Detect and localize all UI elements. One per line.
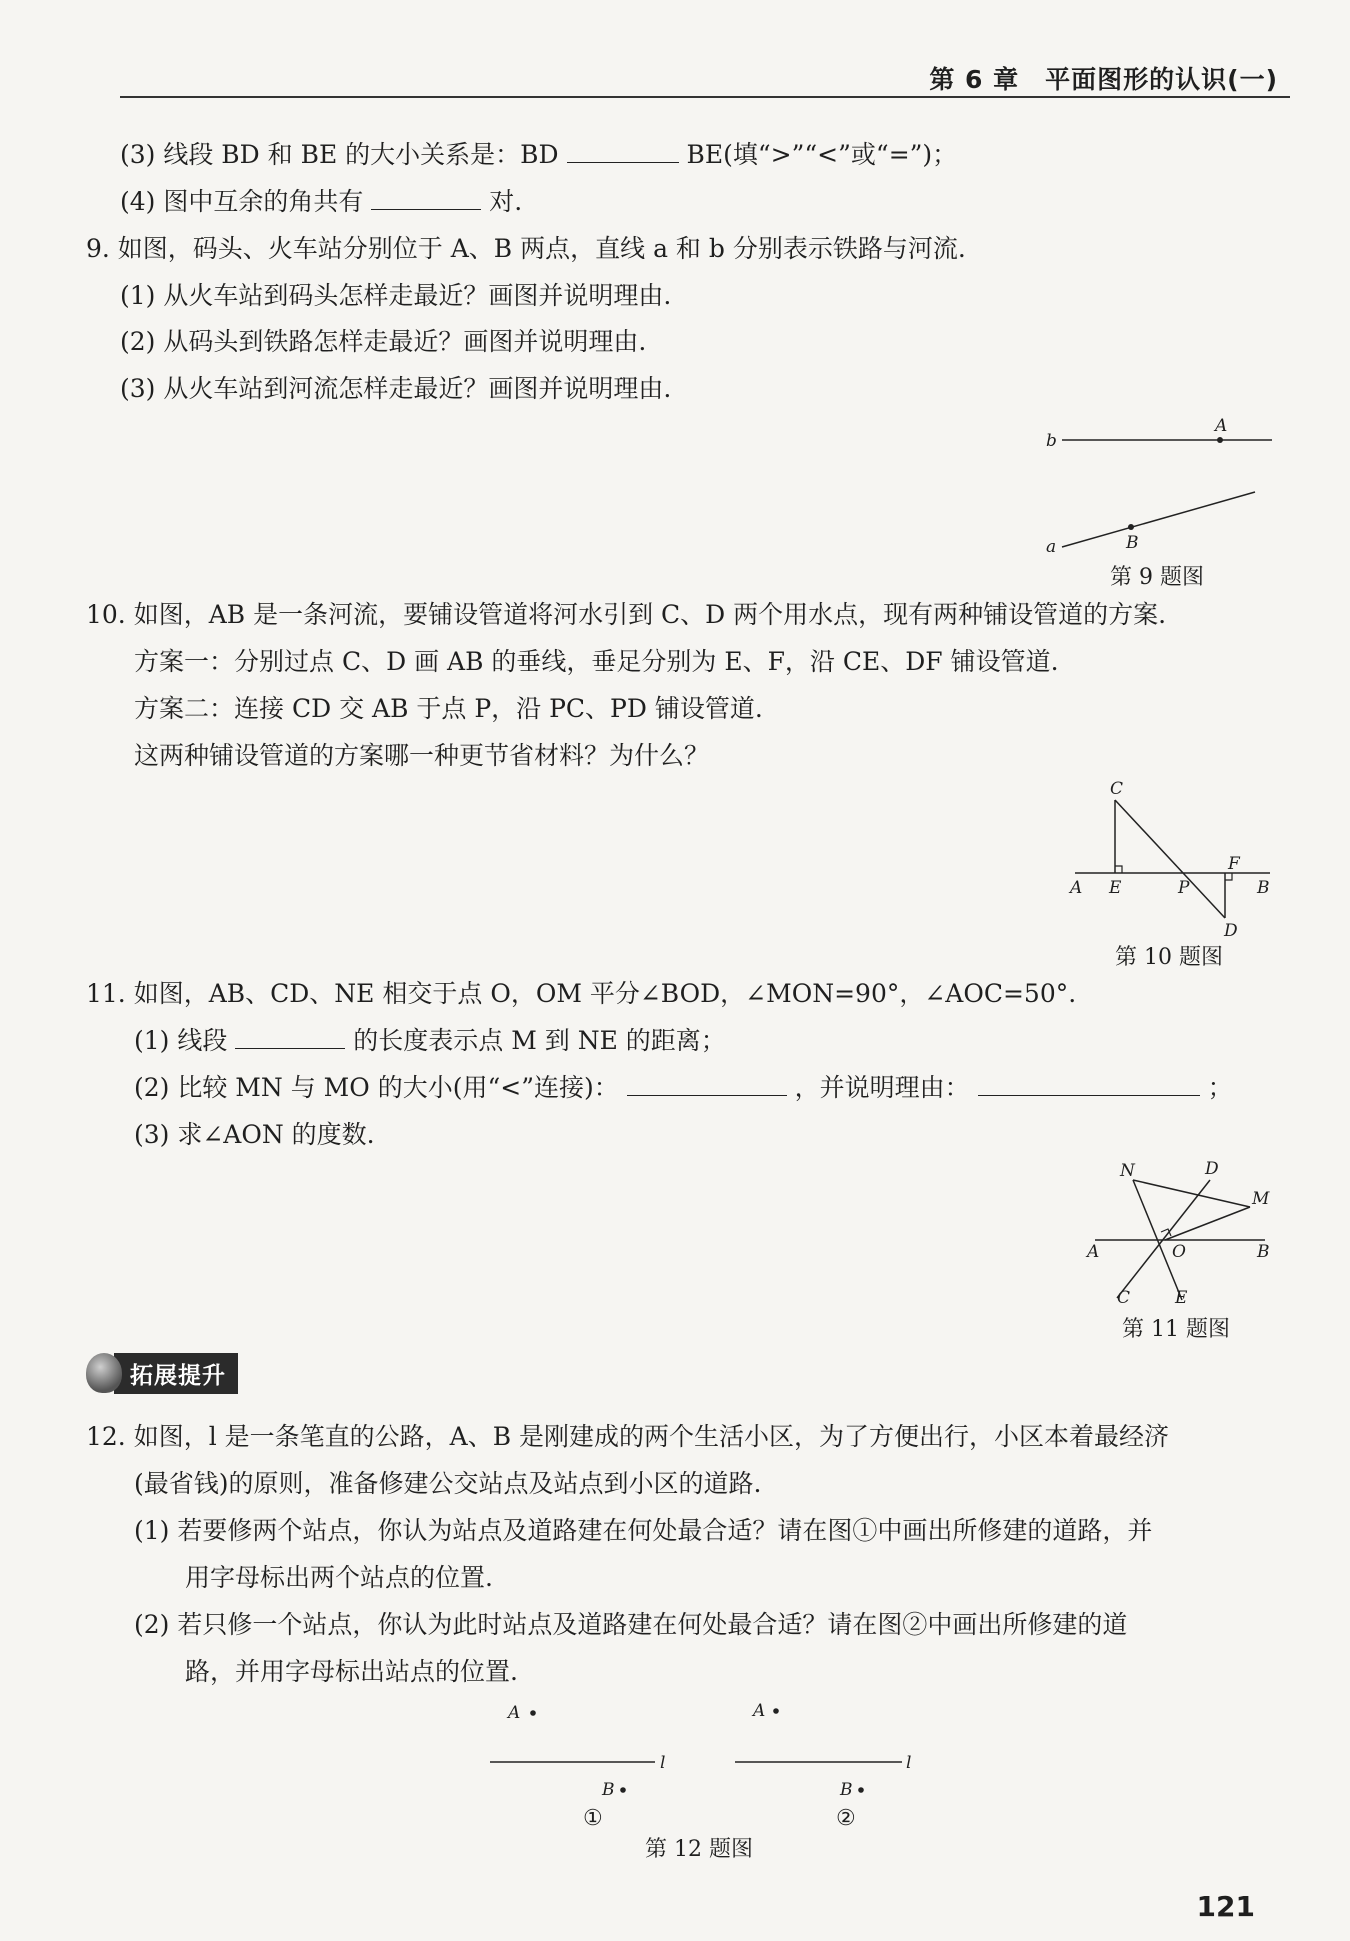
label-l: l [660,1753,666,1773]
q11-part2-text-a: (2) 比较 MN 与 MO 的大小(用“<”连接)： [134,1073,619,1102]
q11-part1-text-b: 的长度表示点 M 到 NE 的距离； [353,1026,726,1055]
point-A [1217,437,1223,443]
q8-part3 [120,142,957,167]
ray-OM [1165,1207,1250,1240]
q11-part3: (3) 求∠AON 的度数. [134,1120,375,1149]
answer-blank [567,161,679,163]
q8-part4-text-a: (4) 图中互余的角共有 [120,187,364,216]
answer-blank [627,1094,787,1096]
label-E: E [1109,878,1122,898]
q11-caption: 第 11 题图 [1122,1317,1230,1342]
label-E: E [1175,1288,1188,1308]
q10-caption: 第 10 题图 [1115,945,1223,970]
answer-blank [371,208,481,210]
q8-part3-text-b: BE(填“>”“<”或“=”)； [686,140,958,169]
q11-part1-text-a: (1) 线段 [134,1026,228,1055]
answer-blank [235,1047,345,1049]
q12-part1-line2: 用字母标出两个站点的位置. [185,1563,493,1592]
label-B: B [1126,533,1139,553]
figure-number-1: ① [583,1806,603,1831]
label-C: C [1117,1288,1131,1308]
label-A: A [1087,1242,1100,1262]
segment-CD [1115,800,1225,918]
label-D: D [1205,1159,1219,1179]
q11-part2-text-c: ； [1207,1073,1233,1102]
label-B: B [1257,1242,1270,1262]
q12-figure-1 [480,1690,930,1830]
label-A: A [1215,416,1228,436]
q8-part3-text-a: (3) 线段 BD 和 BE 的大小关系是：BD [120,140,559,169]
q10-question: 这两种铺设管道的方案哪一种更节省材料？为什么？ [134,741,710,770]
page-number: 121 [1196,1890,1255,1923]
q11-part2 [134,1075,1233,1100]
right-angle-F [1225,873,1232,880]
q11-part2-text-b: ，并说明理由： [794,1073,970,1102]
q12-part2-line1: (2) 若只修一个站点，你认为此时站点及道路建在何处最合适？请在图②中画出所修建的道 [134,1610,1128,1639]
q11-figure [1075,1160,1275,1320]
label-b: b [1046,431,1057,451]
line-a [1062,492,1255,547]
q11-part1 [134,1028,726,1053]
q9-caption: 第 9 题图 [1110,565,1204,590]
label-A: A [1070,878,1083,898]
header-rule [120,96,1290,98]
lightbulb-icon [86,1353,122,1393]
point-B [858,1787,864,1793]
q10-plan1: 方案一：分别过点 C、D 画 AB 的垂线，垂足分别为 E、F，沿 CE、DF 铺设管道. [134,647,1059,676]
q12-part1-line1: (1) 若要修两个站点，你认为站点及道路建在何处最合适？请在图①中画出所修建的道路，并 [134,1516,1153,1545]
label-A: A [508,1703,521,1723]
answer-blank [978,1094,1200,1096]
chapter-header: 第 6 章 平面图形的认识(一) [929,65,1278,94]
label-P: P [1178,878,1190,898]
q9-part2: (2) 从码头到铁路怎样走最近？画图并说明理由. [120,327,647,356]
label-B: B [840,1780,853,1800]
section-label: 拓展提升 [114,1353,238,1394]
line-CD [1117,1180,1210,1298]
point-A [530,1710,536,1716]
point-B [1128,524,1134,530]
label-a: a [1046,537,1057,557]
point-A [773,1708,779,1714]
q10-figure [1060,780,1280,940]
section-tag [86,1355,238,1391]
q10-stem: 10. 如图，AB 是一条河流，要铺设管道将河水引到 C、D 两个用水点，现有两种铺设管道的方案. [86,600,1167,629]
label-C: C [1110,779,1124,799]
label-l: l [906,1753,912,1773]
label-A: A [753,1701,766,1721]
q12-part2-line2: 路，并用字母标出站点的位置. [185,1657,518,1686]
q11-stem: 11. 如图，AB、CD、NE 相交于点 O，OM 平分∠BOD，∠MON=90°，∠AOC=50°. [86,979,1077,1008]
point-B [620,1787,626,1793]
label-B: B [602,1780,615,1800]
q8-part4-text-b: 对. [489,187,523,216]
q9-stem: 9. 如图，码头、火车站分别位于 A、B 两点，直线 a 和 b 分别表示铁路与河流. [86,234,966,263]
q12-stem-line2: (最省钱)的原则，准备修建公交站点及站点到小区的道路. [134,1469,762,1498]
q10-plan2: 方案二：连接 CD 交 AB 于点 P，沿 PC、PD 铺设管道. [134,694,763,723]
figure-number-2: ② [836,1806,856,1831]
label-N: N [1120,1161,1135,1181]
q12-caption: 第 12 题图 [645,1837,753,1862]
q8-part4 [120,189,522,214]
q9-part3: (3) 从火车站到河流怎样走最近？画图并说明理由. [120,374,672,403]
q9-part1: (1) 从火车站到码头怎样走最近？画图并说明理由. [120,281,672,310]
label-D: D [1224,921,1238,941]
label-O: O [1172,1242,1186,1262]
label-F: F [1228,854,1240,874]
q12-stem-line1: 12. 如图，l 是一条笔直的公路，A、B 是刚建成的两个生活小区，为了方便出行，小区本着最经济 [86,1422,1170,1451]
label-B: B [1257,878,1270,898]
label-M: M [1252,1189,1270,1209]
right-angle-E [1115,866,1122,873]
